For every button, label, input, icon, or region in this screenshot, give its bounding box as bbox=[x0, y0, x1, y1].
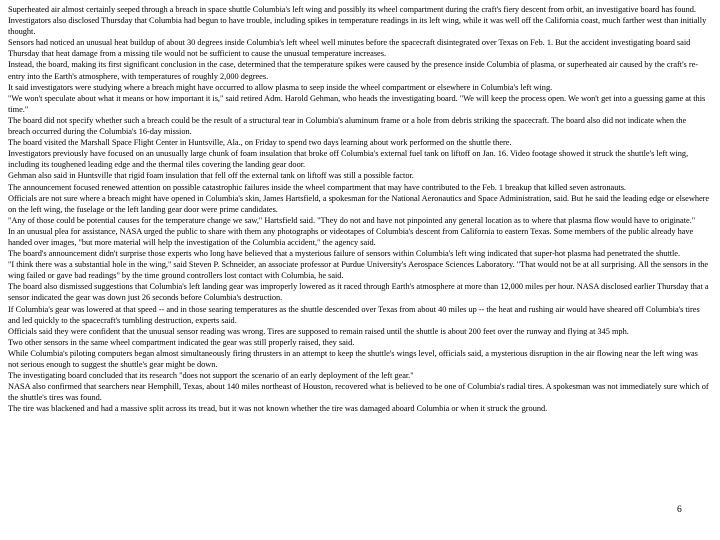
paragraph: Instead, the board, making its first significant conclusion in the case, determined that the temperature spikes were caused by the presence inside Columbia of plasma, or superheated air caused by the craft's re-entry into the Earth's atmosphere, with temperatures of roughly 2,000 degrees. bbox=[8, 60, 699, 81]
paragraph: The investigating board concluded that its research "does not support the scenario of an early deployment of the left gear." bbox=[8, 371, 414, 381]
page-number: 6 bbox=[677, 505, 682, 515]
paragraph: If Columbia's gear was lowered at that speed -- and in those searing temperatures as the shuttle descended over Texas from about 40 miles up -- the heat and rushing air would have sheared off Columbia's tires and led quickly to the spacecraft's tumbling destruction, experts said. bbox=[8, 304, 700, 325]
paragraph: While Columbia's piloting computers began almost simultaneously firing thrusters in an attempt to keep the shuttle's wings level, officials said, a mysterious disruption in the air flowing near the left wing was not serious enough to suggest the shuttle's gear might be down. bbox=[8, 348, 698, 369]
paragraph: Officials are not sure where a breach might have opened in Columbia's skin, James Hartsfield, a spokesman for the National Aeronautics and Space Administration, said. But he said the leading edge or elsewhere on the left wing, the fuselage or the left landing gear door were prime candidates. bbox=[8, 193, 710, 214]
paragraph: It said investigators were studying where a breach might have occurred to allow plasma to seep inside the wheel compartment or elsewhere in Columbia's left wing. bbox=[8, 82, 553, 92]
paragraph: Sensors had noticed an unusual heat buildup of about 30 degrees inside Columbia's left wheel well minutes before the spacecraft disintegrated over Texas on Feb. 1. But the accident investigating board said Thursday that heat damage from a missing tile would not be sufficient to cause the unusual temperature increases. bbox=[8, 38, 691, 59]
paragraph: Investigators also disclosed Thursday that Columbia had begun to have trouble, including spikes in temperature readings in its left wing, while it was well off the California coast, much farther west than initially thought. bbox=[8, 16, 707, 37]
article-body bbox=[8, 4, 710, 414]
paragraph: "Any of those could be potential causes for the temperature change we saw," Hartsfield said. "They do not and have not pinpointed any general location as to where that plasma flow would have to originate." bbox=[8, 215, 696, 225]
paragraph: Investigators previously have focused on an unusually large chunk of foam insulation that broke off Columbia's external fuel tank on liftoff on Jan. 16. Video footage showed it struck the shuttle's left wing, including its toughened leading edge and the thermal tiles covering the landing gear door. bbox=[8, 149, 689, 170]
paragraph: The board's announcement didn't surprise those experts who long have believed that a mysterious failure of sensors within Columbia's left wing indicated that super-hot plasma had penetrated the shuttle. bbox=[8, 249, 681, 259]
paragraph: Superheated air almost certainly seeped through a breach in space shuttle Columbia's left wing and possibly its wheel compartment during the craft's fiery descent from orbit, an investigative board has found. bbox=[8, 5, 696, 14]
paragraph: In an unusual plea for assistance, NASA urged the public to share with them any photographs or videotapes of Columbia's descent from California to eastern Texas. Some members of the public already have handed over images, "but more material will help the investigation of the Columbia accident," the agency said. bbox=[8, 226, 694, 247]
paragraph: The board did not specify whether such a breach could be the result of a structural tear in Columbia's aluminum frame or a hole from debris striking the spacecraft. The board also did not indicate when the breach occurred during the Columbia's 16-day mission. bbox=[8, 115, 687, 137]
paragraph: Officials said they were confident that the unusual sensor reading was wrong. Tires are supposed to remain raised until the shuttle is about 200 feet over the runway and flying at 345 mph. bbox=[8, 326, 629, 336]
paragraph: The tire was blackened and had a massive split across its tread, but it was not known whether the tire was damaged aboard Columbia or when it struck the ground. bbox=[8, 404, 548, 414]
paragraph: The board also dismissed suggestions that Columbia's left landing gear was improperly lowered as it raced through Earth's atmosphere at more than 12,000 miles per hour. NASA disclosed earlier Thursday that a sensor indicated the gear was down just 26 seconds before Columbia's destruction. bbox=[8, 282, 709, 303]
paragraph: "We won't speculate about what it means or how important it is," said retired Adm. Harold Gehman, who heads the investigating board. "We will keep the process open. We won't get into a guessing game at this time." bbox=[8, 93, 706, 114]
paragraph: Two other sensors in the same wheel compartment indicated the gear was still properly raised, they said. bbox=[8, 337, 355, 347]
paragraph: The announcement focused renewed attention on possible catastrophic failures inside the wheel compartment that may have contributed to the Feb. 1 breakup that killed seven astronauts. bbox=[8, 182, 626, 192]
paragraph: "I think there was a substantial hole in the wing," said Steven P. Schneider, an associate professor at Purdue University's Aerospace Sciences Laboratory. "That would not be at all surprising. All the sensors in the wing failed or gave bad readings" by the time ground controllers lost contact with Columbia, he said. bbox=[8, 260, 709, 281]
paragraph: Gehman also said in Huntsville that rigid foam insulation that fell off the external tank on liftoff was still a possible factor. bbox=[8, 171, 414, 181]
paragraph: The board visited the Marshall Space Flight Center in Huntsville, Ala., on Friday to spend two days learning about work performed on the shuttle there. bbox=[8, 138, 512, 148]
paragraph: NASA also confirmed that searchers near Hemphill, Texas, about 140 miles northeast of Houston, recovered what is believed to be one of Columbia's radial tires. A spokesman was not immediately sure which of the shuttle's tires was found. bbox=[8, 382, 709, 403]
